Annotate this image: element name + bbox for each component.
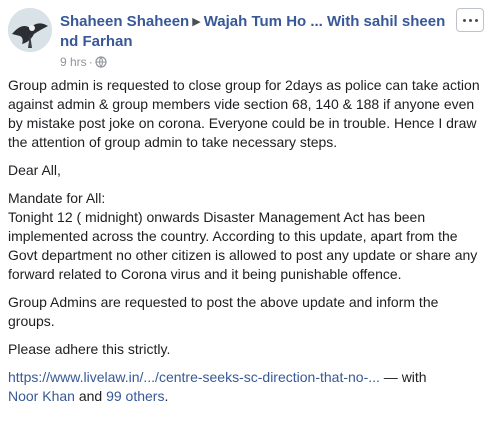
- with-text: — with: [379, 369, 427, 385]
- post-header: [8, 8, 484, 69]
- article-link[interactable]: https://www.livelaw.in/.../centre-seeks-sc-direction-that-no-...: [8, 369, 380, 385]
- tagged-others-link[interactable]: 99 others: [106, 388, 165, 404]
- group-link[interactable]: Wajah Tum Ho ... With sahil sheen nd Farhan: [60, 13, 446, 50]
- tagged-person-link[interactable]: Noor Khan: [8, 388, 75, 404]
- post-title: [60, 12, 460, 52]
- more-options-icon: [463, 19, 466, 22]
- post-paragraph-4: Group Admins are requested to post the above update and inform the groups.: [8, 294, 439, 329]
- caret-right-icon: ▶: [192, 16, 201, 28]
- author-link[interactable]: Shaheen Shaheen: [60, 13, 190, 30]
- post-body: [8, 76, 484, 406]
- post-paragraph-2: Dear All,: [8, 162, 61, 178]
- author-avatar[interactable]: [8, 8, 52, 52]
- and-text: and: [74, 388, 107, 404]
- globe-icon[interactable]: [95, 56, 107, 72]
- footer-period: .: [164, 388, 169, 404]
- post-paragraph-5: Please adhere this strictly.: [8, 341, 171, 357]
- post-paragraph-1: Group admin is requested to close group for 2days as police can take action against admin & group members vide section 68, 140 & 188 if anyone even by mistake post joke on corona. Everyone could be in trouble. Hence I draw the attention of group admin to take necessary steps.: [8, 77, 480, 150]
- post-meta: [60, 54, 107, 72]
- mandate-body: Tonight 12 ( midnight) onwards Disaster Management Act has been implemented across the country. According to this update, apart from the Govt department no other citizen is allowed to post any update or share any forward related to Corona virus and it being punishable offence.: [8, 209, 478, 282]
- separator-dot: ·: [88, 55, 93, 69]
- post-footer: [8, 368, 484, 406]
- more-options-button[interactable]: [456, 8, 484, 32]
- avatar-image: [8, 8, 52, 52]
- mandate-title: Mandate for All:: [8, 190, 106, 206]
- post-paragraph-3: [8, 189, 484, 284]
- post-timestamp[interactable]: 9 hrs: [60, 55, 87, 69]
